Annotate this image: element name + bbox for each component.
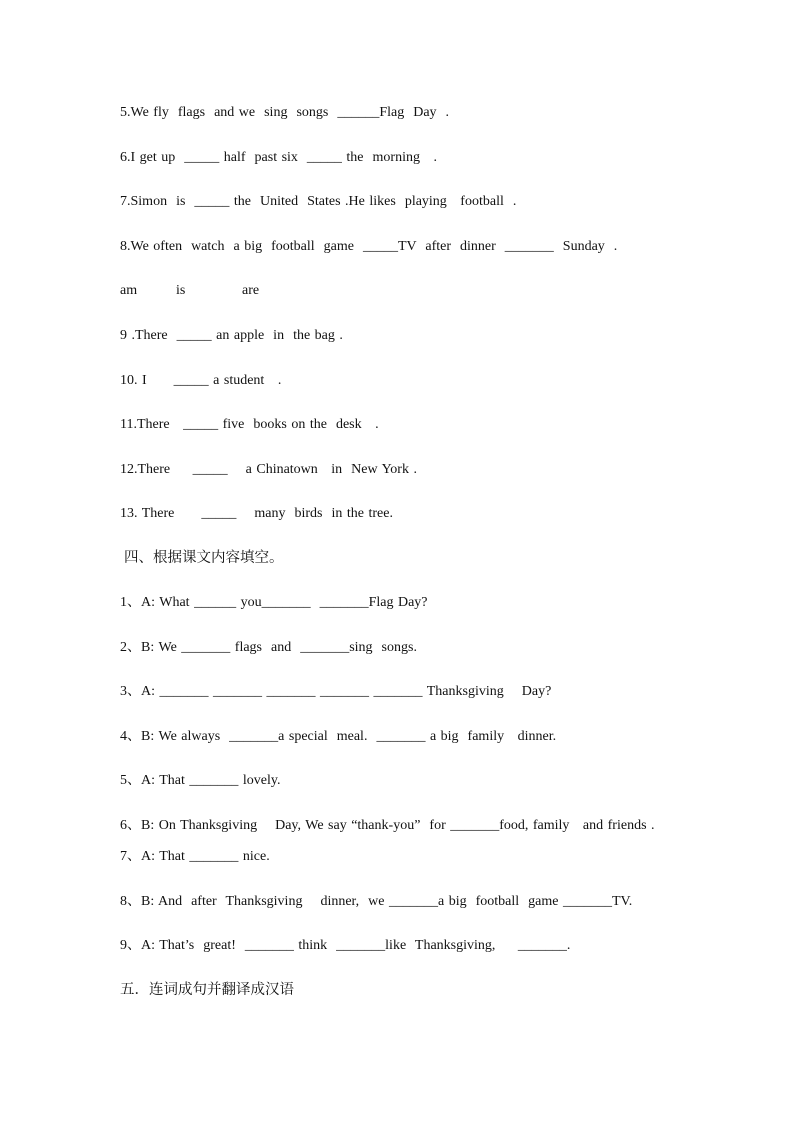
section-4-title: 四、根据课文内容填空。	[124, 550, 284, 566]
verb-option-is: is	[176, 283, 186, 298]
dialogue-line-3: 3、A: _______ _______ _______ _______ _______ Thanksgiving Day?	[120, 684, 552, 699]
section-5-title: 五．连词成句并翻译成汉语	[120, 982, 294, 998]
verb-option-are: are	[242, 283, 260, 298]
dialogue-line-2: 2、B: We _______ flags and _______sing songs.	[120, 640, 417, 655]
dialogue-line-7: 7、A: That _______ nice.	[120, 849, 270, 864]
exercise-line-13: 13. There _____ many birds in the tree.	[120, 506, 393, 521]
dialogue-line-1: 1、A: What ______ you_______ _______Flag Day?	[120, 595, 428, 610]
exercise-line-8: 8.We often watch a big football game _____TV after dinner _______ Sunday .	[120, 239, 618, 254]
verb-option-am: am	[120, 283, 138, 298]
exercise-line-5: 5.We fly flags and we sing songs ______Flag Day .	[120, 105, 450, 120]
exercise-line-12: 12.There _____ a Chinatown in New York .	[120, 462, 417, 477]
exercise-line-6: 6.I get up _____ half past six _____ the morning .	[120, 150, 437, 165]
dialogue-line-5: 5、A: That _______ lovely.	[120, 773, 281, 788]
dialogue-line-4: 4、B: We always _______a special meal. _______ a big family dinner.	[120, 729, 557, 744]
exercise-line-7: 7.Simon is _____ the United States .He likes playing football .	[120, 194, 517, 209]
dialogue-line-9: 9、A: That’s great! _______ think _______like Thanksgiving, _______.	[120, 938, 571, 953]
dialogue-line-8: 8、B: And after Thanksgiving dinner, we _______a big football game _______TV.	[120, 894, 633, 909]
exercise-line-10: 10. I _____ a student .	[120, 373, 282, 388]
dialogue-line-6: 6、B: On Thanksgiving Day, We say “thank-you” for _______food, family and friends .	[120, 818, 655, 833]
exercise-line-9: 9 .There _____ an apple in the bag .	[120, 328, 343, 343]
exercise-line-11: 11.There _____ five books on the desk .	[120, 417, 379, 432]
